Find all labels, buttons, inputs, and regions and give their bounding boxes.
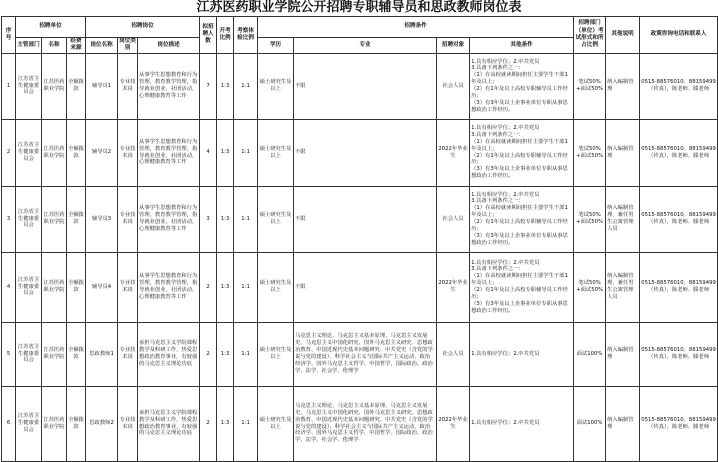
cell-contact: 0515-88576010、88159499（传真），陈老师、滕老师 <box>640 186 718 252</box>
cell-supervisor: 江苏省卫生健康委员会 <box>16 322 42 386</box>
header-major: 专业 <box>294 38 437 54</box>
table-row <box>2 53 718 119</box>
cell-major: 马克思主义理论、马克思主义基本原理、马克思主义发展史、马克思主义中国化研究、国外马克思主义研究、思想政治教育、中国近现代史基本问题研究、中共党史（含党的学说与党的建设）、科学社会主义与国际共产主义运动、政治经济学、国外马克思主义哲学、中国哲学、国际政治、政治学、法学、社会学、伦理学 <box>294 386 437 461</box>
header-target: 招聘对象 <box>437 38 470 54</box>
cell-target: 2022年毕业生 <box>437 119 470 186</box>
header-interview-ratio: 考察体检比例 <box>234 17 258 54</box>
condition-line: 1.具有相应学位；2.中共党员 <box>471 58 540 65</box>
cell-funding: 全额拨款 <box>67 186 86 252</box>
table-row <box>2 186 718 252</box>
cell-contact: 0515-88576010、88159499（传真），陈老师、滕老师 <box>640 322 718 386</box>
cell-major: 不限 <box>294 53 437 119</box>
cell-funding: 全额拨款 <box>67 252 86 322</box>
condition-line: （2）有1年及以上高校专职辅导员工作经历； <box>471 86 568 99</box>
cell-name: 江苏医药职业学院 <box>42 53 67 119</box>
cell-post-desc: 承担马克思主义学院课程教学及科研工作，热爱思想政治教育事业，有较强的马克思主义理论功底 <box>138 386 200 461</box>
cell-seq: 6 <box>2 386 16 461</box>
header-name: 名称 <box>42 38 67 54</box>
cell-name: 江苏医药职业学院 <box>42 186 67 252</box>
cell-count: 3 <box>200 186 217 252</box>
cell-other <box>470 386 574 461</box>
header-exam-form: 招聘部门（单位）考试形式和所占比例 <box>574 17 606 54</box>
cell-ratio: 1:3 <box>217 386 234 461</box>
cell-post-desc: 从事学生思想教育和行为管理，教育教学管理，指导就业创业，社团活动，心理健康教育等工作 <box>138 186 200 252</box>
header-supervisor: 主管部门 <box>16 38 42 54</box>
cell-major: 不限 <box>294 186 437 252</box>
condition-line: （2）有1年及以上高校专职辅导员工作经历； <box>471 219 568 232</box>
cell-ratio: 1:3 <box>217 53 234 119</box>
cell-interview-ratio: 1:1 <box>234 53 258 119</box>
table-row <box>2 322 718 386</box>
header-post-type: 岗位类别 <box>119 38 136 52</box>
cell-post-desc: 从事学生思想教育和行为管理，教育教学管理，指导就业创业，社团活动，心理健康教育等工作 <box>138 252 200 322</box>
cell-post-name: 辅导员2 <box>86 119 118 186</box>
header-row-1 <box>2 17 718 38</box>
condition-line: 1.具有相应学位；2.中共党员 <box>471 125 540 132</box>
cell-exam-form: 笔试50%+面试50% <box>574 252 606 322</box>
cell-notes: 纳入编制管理 <box>606 119 640 186</box>
cell-supervisor: 江苏省卫生健康委员会 <box>16 252 42 322</box>
cell-major: 马克思主义理论、马克思主义基本原理、马克思主义发展史、马克思主义中国化研究、国外马克思主义研究、思想政治教育、中国近现代史基本问题研究、中共党史（含党的学说与党的建设）、科学社会主义与国际共产主义运动、政治经济学、国外马克思主义哲学、中国哲学、国际政治、政治学、法学、社会学、伦理学 <box>294 322 437 386</box>
header-post-group: 招聘岗位 <box>86 17 200 38</box>
cell-contact: 0515-88576010、88159499（传真），陈老师、滕老师 <box>640 53 718 119</box>
cell-exam-form: 笔试50%+面试50% <box>574 186 606 252</box>
cell-supervisor: 江苏省卫生健康委员会 <box>16 186 42 252</box>
recruitment-table <box>1 16 718 462</box>
cell-target: 社会人员 <box>437 322 470 386</box>
cell-interview-ratio: 1:1 <box>234 252 258 322</box>
cell-education: 硕士研究生及以上 <box>258 119 294 186</box>
cell-seq: 3 <box>2 186 16 252</box>
condition-line: 1.具有相应学位；2.中共党员 <box>471 259 540 266</box>
cell-education: 硕士研究生及以上 <box>258 386 294 461</box>
cell-other <box>470 252 574 322</box>
cell-name: 江苏医药职业学院 <box>42 252 67 322</box>
condition-line: 3.具备下列条件之一： <box>471 198 524 205</box>
cell-post-type: 专业技术岗 <box>118 252 138 322</box>
cell-supervisor: 江苏省卫生健康委员会 <box>16 386 42 461</box>
header-education: 学历 <box>258 38 294 54</box>
cell-name: 江苏医药职业学院 <box>42 386 67 461</box>
condition-line: 1.具有相应学位；2.中共党员 <box>471 420 540 427</box>
cell-funding: 全额拨款 <box>67 322 86 386</box>
cell-exam-form: 面试100% <box>574 386 606 461</box>
cell-name: 江苏医药职业学院 <box>42 119 67 186</box>
cell-post-type: 专业技术岗 <box>118 322 138 386</box>
table-row <box>2 119 718 186</box>
table-row <box>2 252 718 322</box>
header-cond-group: 招聘条件 <box>258 17 574 38</box>
condition-line: 3.具备下列条件之一： <box>471 266 524 273</box>
cell-post-type: 专业技术岗 <box>118 186 138 252</box>
cell-post-desc: 从事学生思想教育和行为管理，教育教学管理，指导就业创业，社团活动，心理健康教育等工作 <box>138 119 200 186</box>
cell-other <box>470 186 574 252</box>
cell-post-name: 思政教师2 <box>86 386 118 461</box>
header-contact: 政策咨询电话和联系人 <box>640 17 718 54</box>
header-other: 其他条件 <box>470 38 574 54</box>
cell-supervisor: 江苏省卫生健康委员会 <box>16 119 42 186</box>
condition-line: （1）在高校就读期间担任主要学生干部1年及以上； <box>471 72 568 86</box>
cell-exam-form: 笔试50%+面试50% <box>574 119 606 186</box>
header-count: 拟招聘人数 <box>200 17 217 54</box>
cell-post-name: 辅导员4 <box>86 252 118 322</box>
cell-education: 硕士研究生及以上 <box>258 252 294 322</box>
page-title: 江苏医药职业学院公开招聘专职辅导员和思政教师岗位表 <box>196 0 522 15</box>
cell-post-desc: 承担马克思主义学院课程教学及科研工作，热爱思想政治教育事业，有较强的马克思主义理论功底 <box>138 322 200 386</box>
condition-line: （3）有3年及以上企事业单位专职从事思想政治工作经历。 <box>471 232 568 246</box>
cell-post-type: 专业技术岗 <box>118 386 138 461</box>
cell-major: 不限 <box>294 252 437 322</box>
header-post-name: 岗位名称 <box>86 38 118 54</box>
cell-target: 2022年毕业生 <box>437 252 470 322</box>
cell-other <box>470 322 574 386</box>
condition-line: （2）有1年及以上高校专职辅导员工作经历； <box>471 287 568 300</box>
condition-line: 3.具备下列条件之一： <box>471 131 524 138</box>
cell-funding: 全额拨款 <box>67 53 86 119</box>
header-post-desc: 岗位描述 <box>138 38 200 54</box>
cell-other <box>470 53 574 119</box>
condition-line: （3）有3年及以上企事业单位专职从事思想政治工作经历。 <box>471 300 568 314</box>
cell-ratio: 1:3 <box>217 186 234 252</box>
cell-count: 7 <box>200 53 217 119</box>
cell-supervisor: 江苏省卫生健康委员会 <box>16 53 42 119</box>
condition-line: 1.具有相应学位；2.中共党员 <box>471 191 540 198</box>
cell-contact: 0515-88576010、88159499（传真），陈老师、滕老师 <box>640 252 718 322</box>
cell-post-type: 专业技术岗 <box>118 119 138 186</box>
cell-notes: 纳入编制管理 <box>606 322 640 386</box>
cell-exam-form: 笔试50%+面试50% <box>574 53 606 119</box>
cell-post-name: 辅导员1 <box>86 53 118 119</box>
cell-contact: 0515-88576010、88159499（传真），陈老师、滕老师 <box>640 386 718 461</box>
cell-major: 不限 <box>294 119 437 186</box>
cell-target: 社会人员 <box>437 186 470 252</box>
header-notes: 其他说明 <box>606 17 640 54</box>
cell-notes: 纳入编制管理，兼任男生公寓管理人员 <box>606 186 640 252</box>
cell-post-desc: 从事学生思想教育和行为管理，教育教学管理，指导就业创业，社团活动，心理健康教育等工作 <box>138 53 200 119</box>
table-body <box>2 53 718 461</box>
condition-line: （1）在高校就读期间担任主要学生干部1年及以上； <box>471 273 568 287</box>
condition-line: 3.具备下列条件之一： <box>471 65 524 72</box>
cell-seq: 2 <box>2 119 16 186</box>
table-row <box>2 386 718 461</box>
cell-education: 硕士研究生及以上 <box>258 53 294 119</box>
cell-name: 江苏医药职业学院 <box>42 322 67 386</box>
condition-line: （1）在高校就读期间担任主要学生干部1年及以上； <box>471 138 568 152</box>
cell-interview-ratio: 1:1 <box>234 322 258 386</box>
cell-seq: 1 <box>2 53 16 119</box>
cell-interview-ratio: 1:1 <box>234 186 258 252</box>
cell-interview-ratio: 1:1 <box>234 119 258 186</box>
cell-count: 4 <box>200 119 217 186</box>
cell-notes: 纳入编制管理 <box>606 386 640 461</box>
cell-ratio: 1:3 <box>217 119 234 186</box>
header-ratio: 开考比例 <box>217 17 234 54</box>
cell-other <box>470 119 574 186</box>
cell-contact: 0515-88576010、88159499（传真），陈老师、滕老师 <box>640 119 718 186</box>
condition-line: （2）有1年及以上高校专职辅导员工作经历； <box>471 152 568 166</box>
cell-post-name: 辅导员3 <box>86 186 118 252</box>
cell-count: 2 <box>200 252 217 322</box>
cell-target: 社会人员 <box>437 53 470 119</box>
cell-seq: 4 <box>2 252 16 322</box>
condition-line: （3）有3年及以上企事业单位专职从事思想政治工作经历。 <box>471 166 568 180</box>
cell-exam-form: 面试100% <box>574 322 606 386</box>
cell-target: 2022年毕业生 <box>437 386 470 461</box>
cell-ratio: 1:3 <box>217 252 234 322</box>
cell-education: 硕士研究生及以上 <box>258 322 294 386</box>
cell-ratio: 1:3 <box>217 322 234 386</box>
cell-seq: 5 <box>2 322 16 386</box>
cell-post-name: 思政教师1 <box>86 322 118 386</box>
cell-post-type: 专业技术岗 <box>118 53 138 119</box>
cell-notes: 纳入编制管理 <box>606 53 640 119</box>
condition-line: 1.具有相应学位；2.中共党员 <box>471 350 540 357</box>
condition-line: （1）在高校就读期间担任主要学生干部1年及以上； <box>471 205 568 219</box>
header-seq: 序号 <box>2 17 16 54</box>
cell-interview-ratio: 1:1 <box>234 386 258 461</box>
header-funding: 经费来源 <box>67 38 86 54</box>
cell-funding: 全额拨款 <box>67 386 86 461</box>
header-unit-group: 招聘单位 <box>16 17 86 38</box>
cell-count: 2 <box>200 322 217 386</box>
condition-line: （3）有3年及以上企事业单位专职从事思想政治工作经历。 <box>471 99 568 113</box>
cell-education: 硕士研究生及以上 <box>258 186 294 252</box>
cell-notes: 纳入编制管理，兼任男生公寓管理人员 <box>606 252 640 322</box>
cell-funding: 全额拨款 <box>67 119 86 186</box>
cell-count: 2 <box>200 386 217 461</box>
